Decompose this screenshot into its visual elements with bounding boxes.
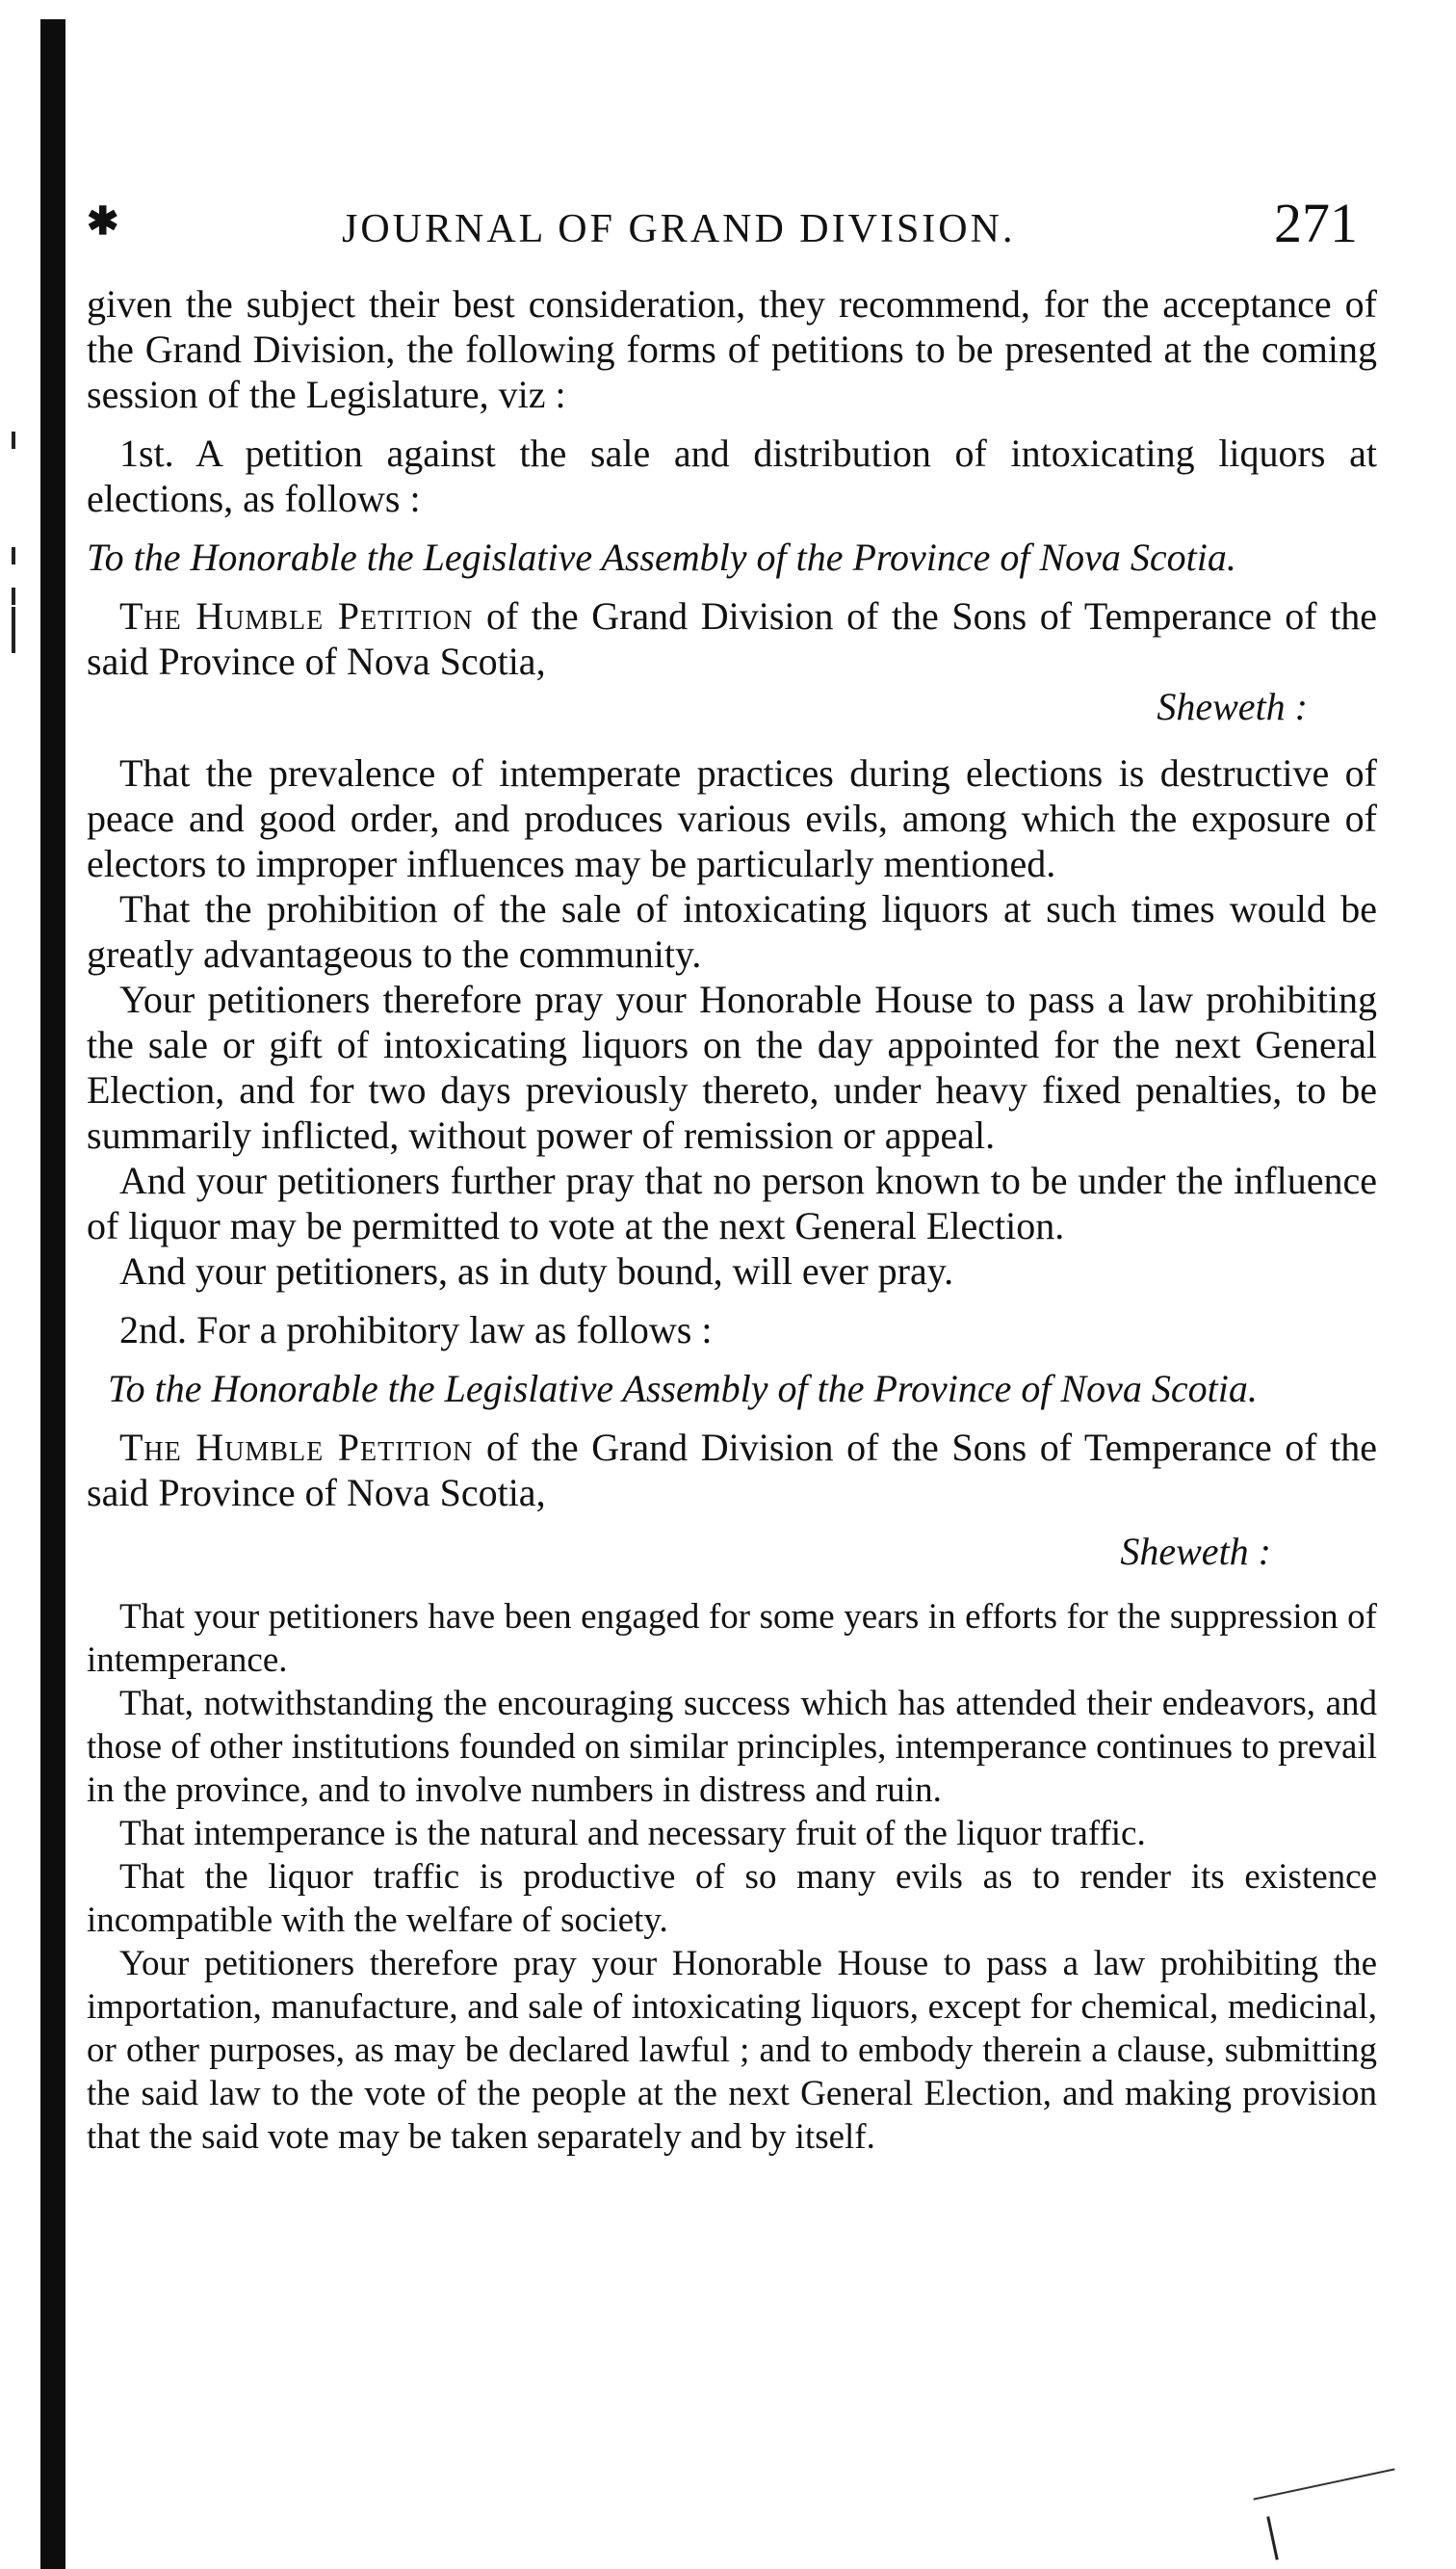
petition-address: To the Honorable the Legislative Assembly of the Province of Nova Scotia. — [87, 536, 1236, 579]
page-number: 271 — [1274, 192, 1358, 254]
sheweth-label: Sheweth : — [1157, 685, 1308, 728]
paragraph: That, notwithstanding the encouraging success which has attended their endeavors, and those of other institutions founded on similar principles, intemperance continues to prevail in the province, and to involve numbers in distress and ruin. — [87, 1684, 1377, 1810]
petition-title: The Humble Petition — [119, 594, 474, 638]
paragraph: given the subject their best consideration, they recommend, for the acceptance of the Grand Division, the following forms of petitions to be presented at the coming session of the Legislature, viz : — [87, 282, 1377, 416]
binding-edge — [40, 19, 65, 2569]
margin-mark — [12, 547, 15, 564]
petition-title: The Humble Petition — [119, 1426, 474, 1469]
petition-heading — [87, 1425, 1377, 1515]
paragraph: That the prohibition of the sale of intoxicating liquors at such times would be greatly advantageous to the community. — [87, 887, 1377, 976]
petition-heading — [87, 593, 1377, 684]
paragraph: And your petitioners further pray that no person known to be under the influence of liquor may be permitted to vote at the next General Election. — [87, 1159, 1377, 1247]
petition-address: To the Honorable the Legislative Assembly of the Province of Nova Scotia. — [108, 1367, 1258, 1410]
page-body — [87, 281, 1377, 2159]
closing-tick — [1266, 2516, 1278, 2560]
paragraph: 1st. A petition against the sale and distribution of intoxicating liquors at elections, as follows : — [87, 432, 1377, 520]
running-title: JOURNAL OF GRAND DIVISION. — [342, 207, 1016, 251]
closing-rule — [1253, 2468, 1394, 2500]
margin-mark — [12, 588, 15, 605]
paragraph: That your petitioners have been engaged for some years in efforts for the suppression of intemperance. — [87, 1597, 1377, 1680]
paragraph: That intemperance is the natural and necessary fruit of the liquor traffic. — [119, 1814, 1146, 1853]
paragraph: Your petitioners therefore pray your Honorable House to pass a law prohibiting the sale or gift of intoxicating liquors on the day appointed for the next General Election, and for two days previously thereto, under heavy fixed penalties, to be summarily inflicted, without power of remission or appeal. — [87, 978, 1377, 1157]
paragraph: That the liquor traffic is productive of so many evils as to render its existence incompatible with the welfare of society. — [87, 1857, 1377, 1940]
margin-mark — [12, 432, 15, 449]
header-mark: ✱ — [87, 198, 119, 244]
paragraph: That the prevalence of intemperate practices during elections is destructive of peace and good order, and produces various evils, among which the exposure of electors to improper influences may be particularly mentioned. — [87, 751, 1377, 885]
petition-heading-text: of the Grand Division of the Sons of Temperance of the said Province of Nova Scotia, — [87, 594, 1377, 683]
paragraph: Your petitioners therefore pray your Honorable House to pass a law prohibiting the importation, manufacture, and sale of intoxicating liquors, except for chemical, medicinal, or other purposes, as may be declared lawful ; and to embody therein a clause, submitting the said law to the vote of the people at the next General Election, and making provision that the said vote may be taken separately and by itself. — [87, 1944, 1377, 2157]
paragraph: 2nd. For a prohibitory law as follows : — [119, 1308, 713, 1351]
running-header — [87, 191, 1377, 258]
margin-mark — [12, 607, 15, 653]
paragraph: And your petitioners, as in duty bound, will ever pray. — [119, 1249, 954, 1293]
petition-heading-text: of the Grand Division of the Sons of Temperance of the said Province of Nova Scotia, — [87, 1426, 1377, 1514]
sheweth-label: Sheweth : — [1120, 1530, 1271, 1573]
